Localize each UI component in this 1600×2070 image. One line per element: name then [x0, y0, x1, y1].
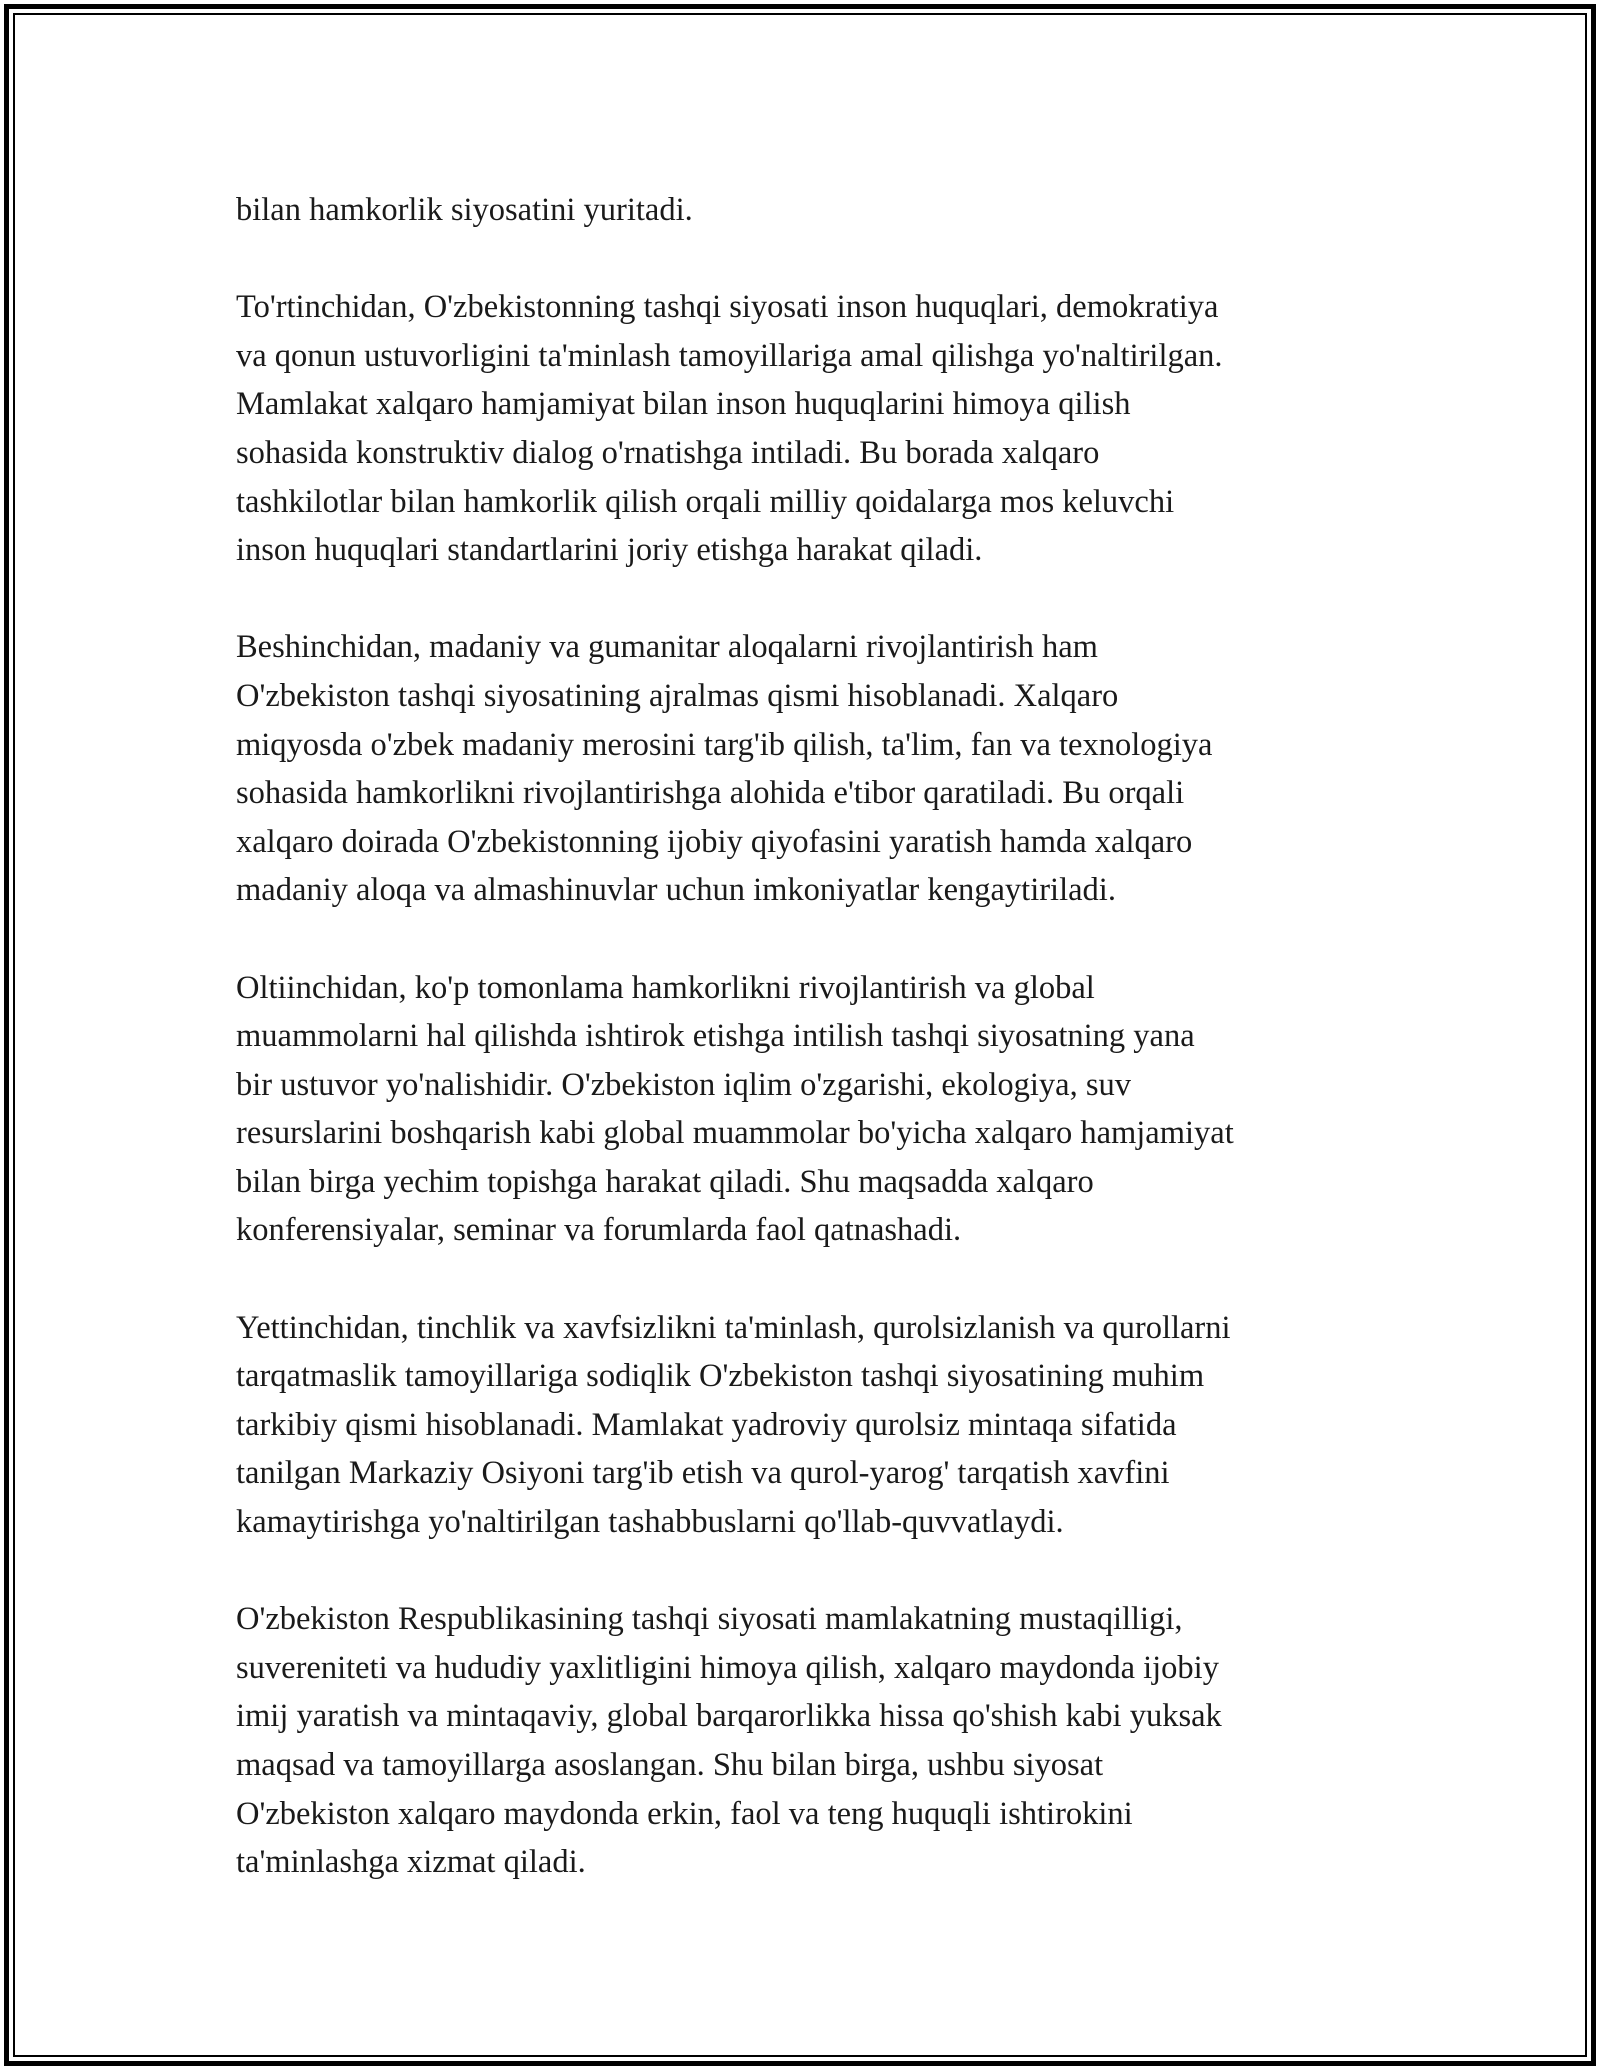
text-line: bir ustuvor yo'nalishidir. O'zbekiston iqlim o'zgarishi, ekologiya, suv	[236, 1066, 1131, 1103]
text-line: tarqatmaslik tamoyillariga sodiqlik O'zbekiston tashqi siyosatining muhim	[236, 1358, 1205, 1395]
paragraph	[236, 1595, 1366, 1887]
text-line: imij yaratish va mintaqaviy, global barqarorlikka hissa qo'shish kabi yuksak	[236, 1698, 1222, 1735]
text-line: O'zbekiston tashqi siyosatining ajralmas qismi hisoblanadi. Xalqaro	[236, 677, 1119, 714]
document-body	[236, 186, 1366, 1887]
text-line: Beshinchidan, madaniy va gumanitar aloqalarni rivojlantirish ham	[236, 629, 1098, 666]
text-line: kamaytirishga yo'naltirilgan tashabbuslarni qo'llab-quvvatlaydi.	[236, 1504, 1064, 1541]
text-line: tarkibiy qismi hisoblanadi. Mamlakat yadroviy qurolsiz mintaqa sifatida	[236, 1406, 1177, 1443]
text-line: To'rtinchidan, O'zbekistonning tashqi siyosati inson huquqlari, demokratiya	[236, 289, 1219, 326]
text-line: suvereniteti va hududiy yaxlitligini himoya qilish, xalqaro maydonda ijobiy	[236, 1649, 1219, 1686]
paragraph	[236, 186, 1366, 235]
text-line: O'zbekiston Respublikasining tashqi siyosati mamlakatning mustaqilligi,	[236, 1601, 1183, 1638]
text-line: va qonun ustuvorligini ta'minlash tamoyillariga amal qilishga yo'naltirilgan.	[236, 337, 1223, 374]
text-line: miqyosda o'zbek madaniy merosini targ'ib qilish, ta'lim, fan va texnologiya	[236, 726, 1213, 763]
text-line: Mamlakat xalqaro hamjamiyat bilan inson huquqlarini himoya qilish	[236, 386, 1131, 423]
text-line: madaniy aloqa va almashinuvlar uchun imkoniyatlar kengaytiriladi.	[236, 872, 1116, 909]
text-line: ta'minlashga xizmat qiladi.	[236, 1844, 586, 1881]
text-line: O'zbekiston xalqaro maydonda erkin, faol va teng huquqli ishtirokini	[236, 1795, 1133, 1832]
text-line: inson huquqlari standartlarini joriy etishga harakat qiladi.	[236, 532, 983, 569]
text-line: sohasida konstruktiv dialog o'rnatishga intiladi. Bu borada xalqaro	[236, 434, 1100, 471]
text-line: konferensiyalar, seminar va forumlarda faol qatnashadi.	[236, 1212, 962, 1249]
text-line: maqsad va tamoyillarga asoslangan. Shu bilan birga, ushbu siyosat	[236, 1747, 1104, 1783]
text-line: tashkilotlar bilan hamkorlik qilish orqali milliy qoidalarga mos keluvchi	[236, 483, 1175, 520]
text-line: sohasida hamkorlikni rivojlantirishga alohida e'tibor qaratiladi. Bu orqali	[236, 775, 1185, 812]
paragraph	[236, 1304, 1366, 1547]
text-line: Oltiinchidan, ko'p tomonlama hamkorlikni rivojlantirish va global	[236, 969, 1095, 1006]
text-line: bilan hamkorlik siyosatini yuritadi.	[236, 192, 693, 228]
text-line: xalqaro doirada O'zbekistonning ijobiy qiyofasini yaratish hamda xalqaro	[236, 823, 1193, 860]
paragraph	[236, 623, 1366, 915]
text-line: bilan birga yechim topishga harakat qiladi. Shu maqsadda xalqaro	[236, 1163, 1094, 1200]
text-line: Yettinchidan, tinchlik va xavfsizlikni ta'minlash, qurolsizlanish va qurollarni	[236, 1309, 1231, 1346]
paragraph	[236, 964, 1366, 1256]
text-line: resurslarini boshqarish kabi global muammolar bo'yicha xalqaro hamjamiyat	[236, 1115, 1234, 1152]
text-line: tanilgan Markaziy Osiyoni targ'ib etish va qurol-yarog' tarqatish xavfini	[236, 1455, 1170, 1492]
paragraph	[236, 283, 1366, 575]
text-line: muammolarni hal qilishda ishtirok etishga intilish tashqi siyosatning yana	[236, 1018, 1195, 1055]
